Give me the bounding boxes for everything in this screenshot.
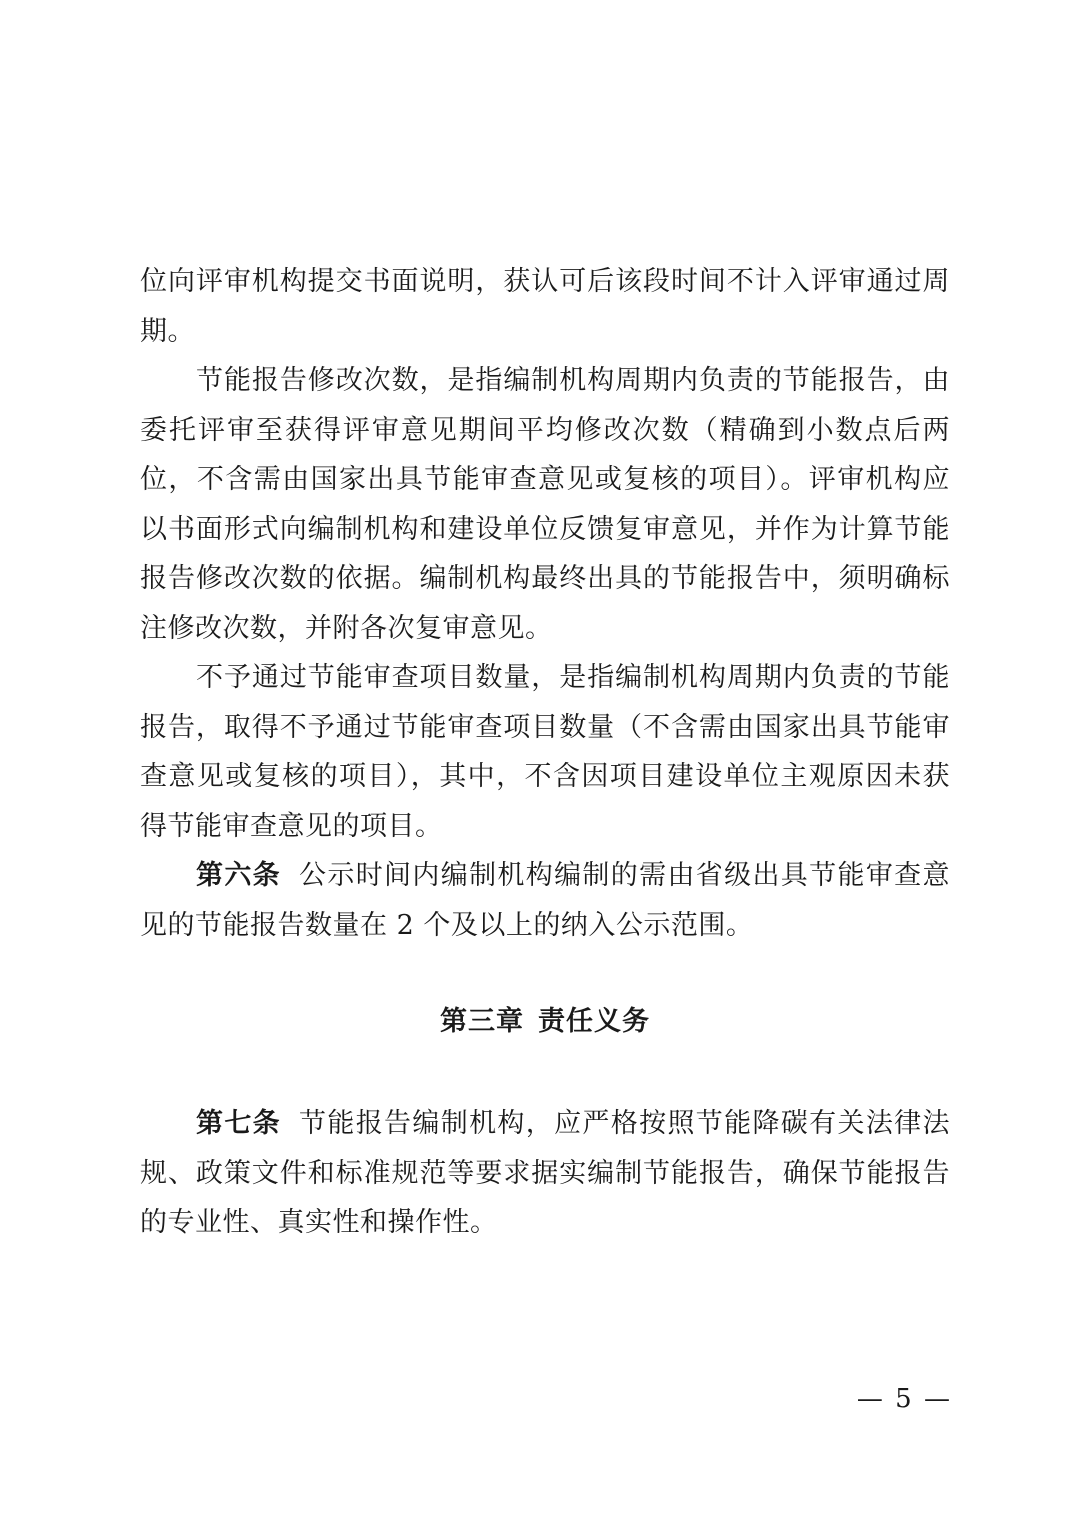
document-body-lower bbox=[140, 1099, 950, 1248]
chapter-title: 责任义务 bbox=[538, 1006, 650, 1037]
article-7 bbox=[140, 1099, 950, 1248]
article-7-text: 节能报告编制机构，应严格按照节能降碳有关法律法规、政策文件和标准规范等要求据实编制节能报告，确保节能报告的专业性、真实性和操作性。 bbox=[140, 1108, 951, 1238]
paragraph-revision-count: 节能报告修改次数，是指编制机构周期内负责的节能报告，由委托评审至获得评审意见期间平均修改次数（精确到小数点后两位，不含需由国家出具节能审查意见或复核的项目）。评审机构应以书面形式向编制机构和建设单位反馈复审意见，并作为计算节能报告修改次数的依据。编制机构最终出具的节能报告中，须明确标注修改次数，并附各次复审意见。 bbox=[140, 365, 950, 644]
document-body-upper bbox=[140, 257, 950, 950]
article-6-label: 第六条 bbox=[196, 860, 282, 891]
paragraph-continuation: 位向评审机构提交书面说明，获认可后该段时间不计入评审通过周期。 bbox=[140, 266, 950, 347]
chapter-heading bbox=[140, 1000, 950, 1044]
paragraph-rejection-count: 不予通过节能审查项目数量，是指编制机构周期内负责的节能报告，取得不予通过节能审查项目数量（不含需由国家出具节能审查意见或复核的项目），其中，不含因项目建设单位主观原因未获得节能审查意见的项目。 bbox=[140, 662, 950, 842]
chapter-number: 第三章 bbox=[440, 1006, 524, 1037]
article-7-label: 第七条 bbox=[196, 1108, 282, 1139]
article-6 bbox=[140, 851, 950, 950]
article-6-text: 公示时间内编制机构编制的需由省级出具节能审查意见的节能报告数量在 2 个及以上的纳入公示范围。 bbox=[140, 860, 951, 941]
page-number: — 5 — bbox=[856, 1384, 952, 1414]
